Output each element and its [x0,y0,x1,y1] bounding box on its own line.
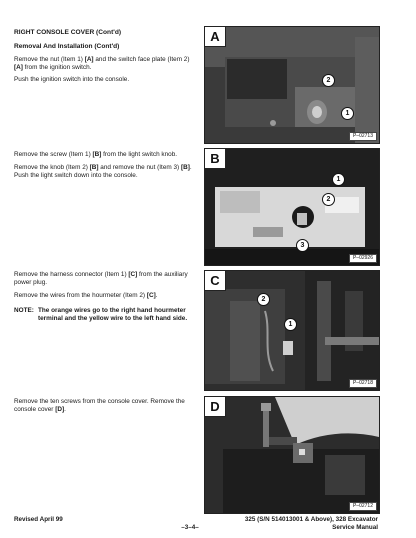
step-b-paragraph-1 [14,151,194,159]
text: . Push the light switch down into the console. [14,164,192,179]
text: Remove the ten screws from the console cover. Remove the console cover [14,398,185,413]
figure-ref: [C] [146,292,156,299]
figure-a-photo [204,26,380,144]
figure-ref: [B] [180,164,190,171]
callout-1: 1 [332,173,345,186]
callout-2: 2 [322,74,335,87]
figure-b-photo [204,148,380,266]
note-label: NOTE: [14,307,34,314]
step-d-paragraph-1 [14,398,194,414]
figure-ref: [B] [92,151,102,158]
console-photo-b [205,149,379,265]
footer-right-line-1: 325 (S/N 514013001 & Above), 328 Excavator [244,516,378,523]
figure-code: P–02926 [349,254,377,263]
text: and remove the nut (Item 3) [98,164,181,171]
callout-1: 1 [284,318,297,331]
text: Remove the wires from the hourmeter (Item 2) [14,292,147,299]
footer-page-number: –3–4– [181,524,199,531]
step-c-paragraph-1 [14,271,194,287]
figure-ref: [A] [84,56,94,63]
note-text: The orange wires go to the right hand hourmeter terminal and the yellow wire to the left hand side. [38,307,188,322]
section-subtitle: Removal And Installation (Cont'd) [14,43,120,50]
text: Remove the knob (Item 2) [14,164,90,171]
text: . [155,292,158,299]
text: and the switch face plate (Item 2) [93,56,190,63]
figure-ref: [D] [55,406,65,413]
text: Remove the nut (Item 1) [14,56,85,63]
figure-letter: B [205,149,226,169]
callout-2: 2 [322,193,335,206]
text: from the light switch knob. [101,151,178,158]
figure-letter: D [205,397,226,417]
step-a-paragraph-2: Push the ignition switch into the console. [14,76,130,83]
step-b-paragraph-2 [14,164,194,180]
callout-3: 3 [296,239,309,252]
step-c-paragraph-2 [14,292,194,300]
console-photo-a [205,27,379,143]
figure-d-photo [204,396,380,514]
section-title: RIGHT CONSOLE COVER (Cont'd) [14,29,122,36]
figure-ref: [B] [89,164,99,171]
console-photo-d [205,397,379,513]
figure-code: P–02718 [349,379,377,388]
callout-1: 1 [341,107,354,120]
figure-ref: [A] [14,64,23,71]
callout-2: 2 [257,293,270,306]
figure-code: P–02712 [349,502,377,511]
footer-left: Revised April 99 [14,516,63,523]
figure-code: P–02713 [349,132,377,141]
text: from the auxiliary power plug. [14,271,188,286]
text: Remove the harness connector (Item 1) [14,271,129,278]
figure-letter: C [205,271,226,291]
text: from the ignition switch. [22,64,92,71]
figure-c-photo [204,270,380,391]
step-a-paragraph-1 [14,56,194,72]
figure-ref: [C] [128,271,138,278]
text: Remove the screw (Item 1) [14,151,93,158]
figure-letter: A [205,27,226,47]
footer-right-line-2: Service Manual [332,524,378,531]
text: . [64,406,66,413]
